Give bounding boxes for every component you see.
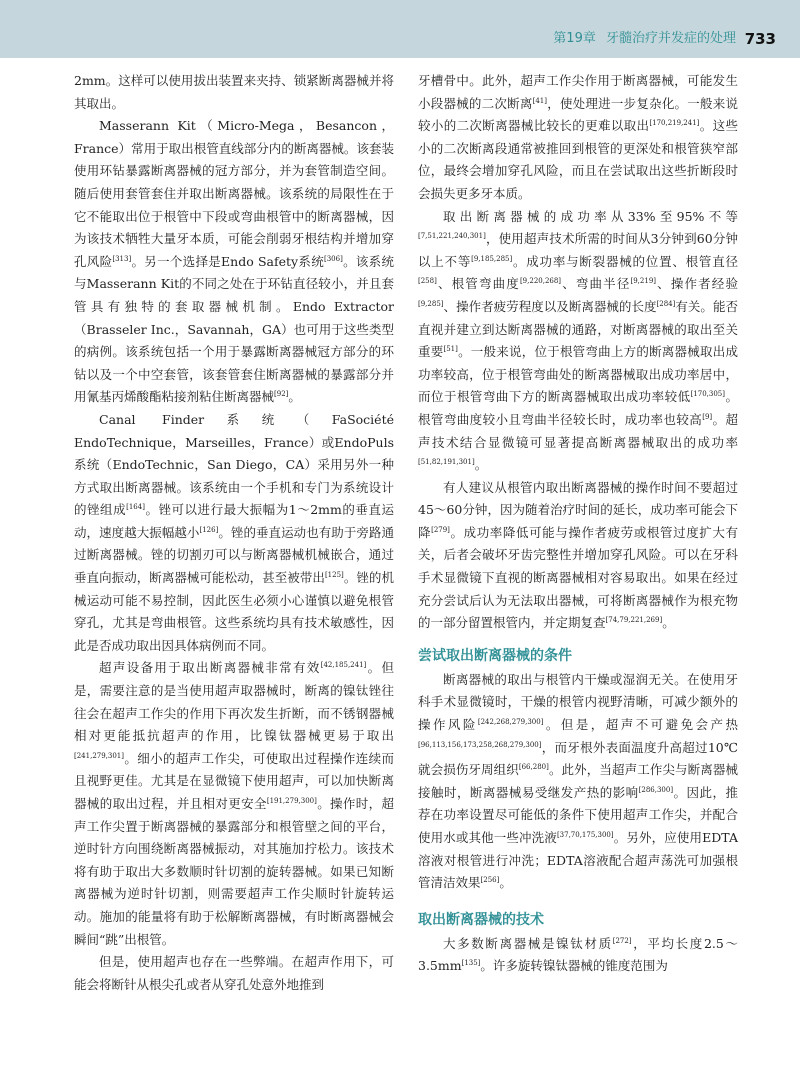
paragraph [418, 206, 738, 477]
text-run: 、操作者疲劳程度以及断离器械的长度 [443, 298, 657, 314]
text-run: Canal Finder系统（FaSociété EndoTechnique，Marseilles，France）或EndoPuls系统（EndoTechnic，San Diego，CA）采用另外一种方式取出断离器械。该系统由一个手机和专门为系统设计的锉组成 [74, 411, 394, 518]
citation-ref: [9,220,268] [519, 277, 562, 286]
citation-ref: [9,219] [630, 277, 657, 286]
citation-ref: [272] [612, 936, 632, 945]
text-run: 取出断离器械的成功率从33%至95%不等 [443, 208, 738, 224]
text-run: 。另一个选择是Endo Safety系统 [131, 253, 324, 269]
text-run: 大多数断离器械是镍钛材质 [443, 935, 613, 951]
paragraph [418, 477, 738, 635]
text-run: 。许多旋转镍钛器械的锥度范围为 [480, 958, 668, 974]
text-run: 、根管弯曲度 [436, 276, 520, 292]
text-run: 。 [474, 457, 488, 473]
text-run: 。锉可以进行最大振幅为1～2mm的垂直运动，速度越大振幅越小 [74, 502, 394, 540]
citation-ref: [51] [443, 344, 458, 353]
text-run: 超声设备用于取出断离器械非常有效 [99, 660, 321, 676]
citation-ref: [284] [656, 299, 676, 308]
text-run: ，使用超声技术所需的时间从3分钟到60分钟以上不等 [418, 231, 738, 269]
text-run: Masserann Kit（Micro-Mega，Besancon，France）常用于取出根管直线部分内的断离器械。该套装使用环钻暴露断离器械的冠方部分，并为套管制造空间。随后使用套管套住并取出断离器械。该系统的局限性在于它不能取出位于根管中下段或弯曲根管中的断离器械，因为该技术牺牲大量牙本质，可能会削弱牙根结构并增加穿孔风险 [74, 118, 394, 269]
text-run: 。超声技术结合显微镜可显著提高断离器械取出的成功率 [418, 411, 738, 450]
text-run: 。成功率与断裂器械的位置、根管直径 [512, 253, 738, 269]
paragraph [74, 70, 394, 115]
citation-ref: [306] [323, 254, 343, 263]
citation-ref: [7,51,221,240,301] [418, 232, 486, 240]
text-run: 断离器械的取出与根管内干燥或湿润无关。在使用牙科手术显微镜时，干燥的根管内视野清晰，可减少额外的操作风险 [418, 671, 738, 733]
citation-ref: [258] [418, 277, 437, 286]
text-run: 。但是，需要注意的是当使用超声取器械时，断离的镍钛锉往往会在超声工作尖的作用下再次发生折断，而不锈钢器械相对更能抵抗超声的作用，比镍钛器械更易于取出 [74, 660, 394, 744]
citation-ref: [170,305] [690, 390, 725, 399]
citation-ref: [125] [324, 570, 344, 579]
text-run: 但是，使用超声也存在一些弊端。在超声作用下，可能会将断针从根尖孔或者从穿孔处意外地推到 [74, 954, 394, 992]
text-run: ，平均长度2.5～3.5mm [418, 935, 738, 974]
header-bar [0, 0, 800, 58]
text-run: 。另外，应使用EDTA溶液对根管进行冲洗；EDTA溶液配合超声荡洗可加强根管清洁效果 [418, 830, 738, 891]
citation-ref: [74,79,221,269] [605, 616, 663, 625]
text-run: 牙槽骨中。此外，超声工作尖作用于断离器械，可能发生小段器械的二次断离 [418, 73, 738, 111]
citation-ref: [286,300] [638, 785, 674, 794]
text-run: 。锉的垂直运动也有助于旁路通过断离器械。锉的切割刃可以与断离器械机械嵌合，通过垂直向振动，断离器械可能松动，甚至被带出 [74, 524, 394, 586]
text-run: 。 [499, 875, 512, 891]
citation-ref: [170,219,241] [649, 119, 700, 128]
text-run: 。操作时，超声工作尖置于断离器械的暴露部分和根管壁之间的平台，逆时针方向围绕断离器械振动，对其施加拧松力。该技术将有助于取出大多数顺时针切割的旋转器械。如果已知断离器械为逆时针切割，则需要超声工作尖顺时针旋转运动。施加的能量将有助于松解断离器械，有时断离器械会瞬间“跳”出根管。 [74, 796, 394, 947]
text-run: 。这些小的二次断离段通常被推回到根管的更深处和根管狭窄部位，最终会增加穿孔风险，而且在尝试取出这些折断段时会损失更多牙本质。 [418, 118, 738, 201]
paragraph [418, 669, 738, 895]
citation-ref: [313] [112, 254, 132, 263]
section-conditions-body [418, 669, 738, 895]
right-column [418, 70, 738, 978]
paragraph [74, 657, 394, 951]
text-run: ，而牙根外表面温度升高超过10℃就会损伤牙周组织 [418, 739, 738, 778]
left-column [74, 70, 394, 996]
citation-ref: [135] [461, 959, 481, 968]
page-number: 733 [744, 30, 776, 48]
paragraph [74, 115, 394, 409]
citation-ref: [37,70,175,300] [556, 830, 614, 839]
right-intro [418, 70, 738, 635]
text-run: 。细小的超声工作尖，可使取出过程操作连续而且视野更佳。尤其是在显微镜下使用超声，可以加快断离器械的取出过程，并且相对更安全 [74, 750, 394, 811]
citation-ref: [96,113,156,173,258,268,279,300] [418, 740, 542, 749]
citation-ref: [279] [431, 525, 450, 534]
citation-ref: [241,279,301] [74, 751, 124, 760]
text-run: 。一般来说，位于根管弯曲上方的断离器械取出成功率较高，位于根管弯曲处的断离器械取出成功率居中，而位于根管弯曲下方的断离器械取出成功率较低 [418, 344, 738, 405]
section-techniques-body [418, 933, 738, 978]
citation-ref: [256] [480, 876, 500, 885]
chapter-title: 牙髓治疗并发症的处理 [605, 31, 736, 46]
paragraph [418, 70, 738, 206]
text-run: ，使处理进一步复杂化。一般来说较小的二次断离器械比较长的更难以取出 [418, 95, 738, 134]
paragraph [74, 409, 394, 658]
citation-ref: [164] [126, 503, 145, 512]
text-run: 。锉的机械运动可能不易控制，因此医生必须小心谨慎以避免根管穿孔，尤其是弯曲根管。这些系统均具有技术敏感性，因此是否成功取出因具体病例而不同。 [74, 570, 394, 653]
citation-ref: [9] [702, 412, 713, 421]
citation-ref: [126] [199, 525, 219, 534]
text-run: 、操作者经验 [656, 276, 738, 292]
citation-ref: [9,185,285] [471, 254, 513, 263]
citation-ref: [92] [274, 390, 289, 399]
citation-ref: [191,279,300] [266, 796, 317, 805]
section-title-conditions: 尝试取出断离器械的条件 [418, 647, 572, 664]
chapter-label: 第19章 [553, 31, 596, 46]
citation-ref: [42,185,241] [320, 661, 367, 670]
text-run: 。因此，推荐在功率设置尽可能低的条件下使用超声工作尖，并配合使用水或其他一些冲洗液 [418, 784, 738, 845]
text-run: 2mm。这样可以使用拔出装置来夹持、锁紧断离器械并将其取出。 [74, 73, 394, 111]
text-run: 。 [288, 389, 301, 405]
text-run: 。该系统与Masserann Kit的不同之处在于环钻直径较小，并且套管具有独特的套取器械机制。Endo Extractor（Brasseler Inc.，Savannah，GA）也可用于这些类型的病例。该系统包括一个用于暴露断离器械冠方部分的环钻以及一个中空套管，该套管套住断离器械的暴露部分并用氰基丙烯酸酯粘接剂粘住断离器械 [74, 253, 394, 405]
citation-ref: [41] [532, 96, 547, 105]
text-run: 、弯曲半径 [561, 276, 631, 292]
citation-ref: [51,82,191,301] [418, 457, 475, 466]
running-header [553, 31, 736, 47]
text-run: 有关。能否直视并建立到达断离器械的通路，对断离器械的取出至关重要 [418, 298, 738, 360]
paragraph [418, 933, 738, 978]
citation-ref: [242,268,279,300] [477, 717, 544, 726]
text-run: 。但是，超声不可避免会产热 [543, 717, 738, 733]
citation-ref: [66,280] [518, 763, 549, 772]
paragraph [74, 951, 394, 996]
text-run: 有人建议从根管内取出断离器械的操作时间不要超过45～60分钟，因为随着治疗时间的延长，成功率可能会下降 [418, 479, 738, 540]
text-run: 。 [662, 615, 675, 631]
text-run: 。成功率降低可能与操作者疲劳或根管过度扩大有关，后者会破坏牙齿完整性并增加穿孔风险。可以在牙科手术显微镜下直视的断离器械相对容易取出。如果在经过充分尝试后认为无法取出器械，可将断离器械作为根充物的一部分留置根管内，并定期复查 [418, 524, 738, 631]
text-run: 。根管弯曲度较小且弯曲半径较长时，成功率也较高 [418, 389, 738, 427]
section-title-techniques: 取出断离器械的技术 [418, 911, 544, 928]
citation-ref: [9,285] [418, 299, 444, 308]
text-run: 。此外，当超声工作尖与断离器械接触时，断离器械易受继发产热的影响 [418, 762, 738, 800]
